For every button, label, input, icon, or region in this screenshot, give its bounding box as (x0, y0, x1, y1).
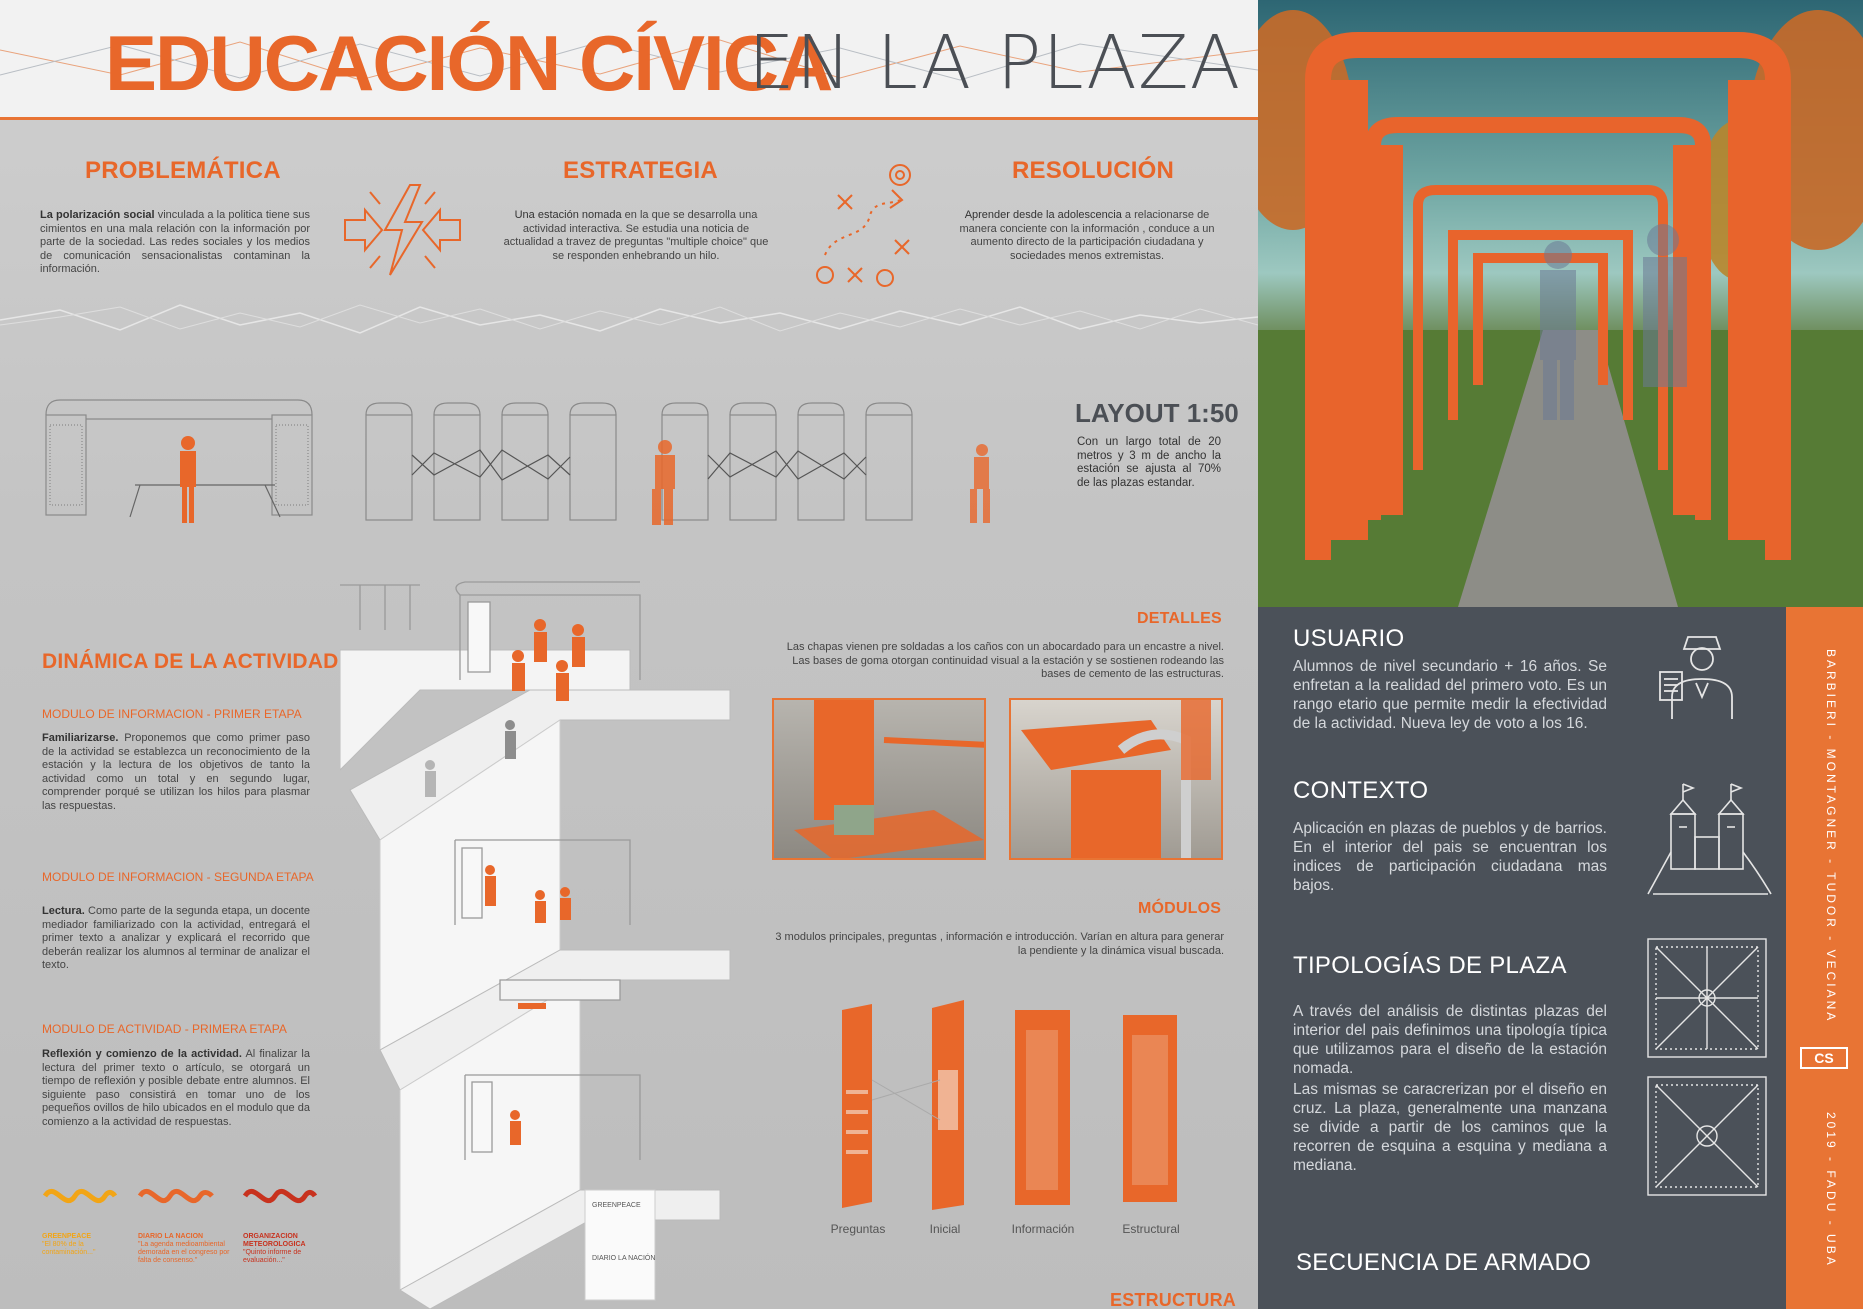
module-1-subtitle: MODULO DE INFORMACION - PRIMER ETAPA (42, 707, 302, 721)
dinamica-heading: DINÁMICA DE LA ACTIVIDAD (42, 650, 339, 673)
modulos-heading: MÓDULOS (1138, 900, 1222, 917)
thread-knots (40, 1178, 320, 1214)
tipologias-text-1: A través del análisis de distintas plazas del interior del pais definimos una tipología típica que utilizamos para el diseño de la estación nomada. (1293, 1003, 1607, 1077)
lightning-conflict-icon (340, 180, 465, 280)
secuencia-heading: SECUENCIA DE ARMADO (1296, 1249, 1592, 1276)
estrategia-text (500, 209, 772, 263)
module-1-lead: Familiarizarse. (42, 732, 119, 744)
thread-2-title: DIARIO LA NACION (138, 1233, 204, 1240)
decorative-wave-lines (0, 295, 1258, 345)
render-photo-tunnel (1258, 0, 1863, 607)
usuario-heading: USUARIO (1293, 625, 1405, 652)
estructura-heading: ESTRUCTURA (1110, 1290, 1236, 1309)
problematica-body: vinculada a la politica tiene sus cimientos en una mala relación con la información por parte de la sociedad. Las redes sociales y los medios de comunicación sensacionalistas contaminan la información. (40, 209, 310, 275)
module-3-subtitle: MODULO DE ACTIVIDAD - PRIMERA ETAPA (42, 1022, 287, 1036)
module-label-inicial: Inicial (929, 1222, 961, 1236)
contexto-heading: CONTEXTO (1293, 777, 1429, 804)
estrategia-heading: ESTRATEGIA (563, 157, 718, 184)
module-label-preguntas: Preguntas (830, 1222, 886, 1236)
module-label-estructural: Estructural (1122, 1222, 1180, 1236)
detalles-heading: DETALLES (1137, 610, 1222, 627)
module-label-informacion: Información (1011, 1222, 1075, 1236)
module-3-body: Al finalizar la lectura del primer texto o artículo, se otorgará un tiempo de reflexión y posible debate entre alumnos. El siguiente paso consistirá en tomar uno de los pequeños ovillos de hilo ubicados en el modulo que da comienzo a la actividad de respuestas. (42, 1048, 310, 1128)
info-side-panel (1258, 607, 1786, 1309)
modules-drawing (820, 990, 1200, 1220)
detail-image-2 (1009, 698, 1223, 860)
page-title-bold: EDUCACIÓN CÍVICA (105, 19, 832, 107)
svg-text:DIARIO LA NACIÓN: DIARIO LA NACIÓN (592, 1255, 656, 1262)
estrategia-lead: Una estación nomada (514, 209, 622, 221)
layout-heading: LAYOUT 1:50 (1075, 398, 1239, 428)
tipologias-text-2: Las mismas se caracrerizan por el diseño en cruz. La plaza, generalmente una manzana se divide a partir de los caminos que la recorren de esquina a esquina y mediana a mediana. (1293, 1081, 1607, 1174)
thread-1-title: GREENPEACE (42, 1233, 92, 1240)
playground-castle-icon (1643, 782, 1775, 897)
module-3-lead: Reflexión y comienzo de la actividad. (42, 1048, 242, 1060)
resolucion-text (955, 209, 1219, 263)
detalles-text: Las chapas vienen pre soldadas a los caños con un abocardado para un encastre a nivel. Las bases de goma otorgan continuidad visual a la estación y se sostienen rodeando las bases de cemento de las estructuras. (786, 641, 1224, 680)
thread-caption-2 (138, 1233, 233, 1265)
svg-text:GREENPEACE: GREENPEACE (592, 1202, 641, 1209)
authors-credits: BARBIERI - MONTAGNER - TUDOR - VECIANA (1824, 648, 1838, 1024)
thread-caption-3 (243, 1233, 313, 1265)
student-user-icon (1658, 627, 1746, 722)
contexto-text: Aplicación en plazas de pueblos y de barrios. En el interior del pais se encuentran los indices de participación ciudadana mas bajos. (1293, 820, 1607, 894)
resolucion-heading: RESOLUCIÓN (1012, 157, 1175, 184)
problematica-text (40, 209, 310, 277)
cs-logo: CS (1800, 1047, 1848, 1069)
detail-image-1 (772, 698, 986, 860)
plaza-typology-plan-1 (1646, 937, 1768, 1059)
module-2-text (42, 905, 310, 973)
thread-caption-1 (42, 1233, 137, 1257)
resolucion-body: a relacionarse de manera conciente con la información , conduce a un aumento directo de la participación ciudadana y sociedades menos extremistas. (959, 209, 1215, 262)
module-2-body: Como parte de la segunda etapa, un docente mediador familiarizado con la actividad, entregará el primer texto a analizar y explicará el recorrido que deberán realizar los alumnos al terminar de analizar el texto. (42, 905, 310, 971)
title-band (0, 0, 1258, 120)
page-title-light: EN LA PLAZA (748, 20, 1242, 106)
usuario-text: Alumnos de nivel secundario + 16 años. Se enfretan a la realidad del primero voto. Es un rango etario que permite medir la efectividad de la actividad. Nueva ley de voto a los 16. (1293, 658, 1607, 732)
layout-text: Con un largo total de 20 metros y 3 m de ancho la estación se ajusta al 70% de las plazas estandar. (1077, 436, 1221, 489)
module-1-text (42, 732, 310, 813)
module-3-text (42, 1048, 310, 1129)
thread-3-title: ORGANIZACION METEOROLOGICA (243, 1233, 306, 1248)
estrategia-body: en la que se desarrolla una actividad interactiva. Se estudia una noticia de actualidad a travez de preguntas "multiple choice" que se responden enhebrando un hilo. (503, 209, 769, 262)
tipologias-heading: TIPOLOGÍAS DE PLAZA (1293, 952, 1567, 979)
strategy-play-icon (810, 160, 930, 295)
thread-2-text: "La agenda medioambiental demorada en el congreso por falta de consenso." (138, 1241, 230, 1264)
module-2-subtitle: MODULO DE INFORMACION - SEGUNDA ETAPA (42, 870, 314, 884)
resolucion-lead: Aprender desde la adolescencia (964, 209, 1122, 221)
layout-elevation-drawing (40, 395, 1050, 535)
thread-1-text: "El 80% de la contaminación..." (42, 1241, 96, 1256)
year-credits: 2019 - FADU - UBA (1824, 1111, 1838, 1268)
problematica-lead: La polarización social (40, 209, 155, 221)
plaza-typology-plan-2 (1646, 1075, 1768, 1197)
thread-3-text: "Quinto informe de evaluación..." (243, 1249, 302, 1264)
modulos-text: 3 modulos principales, preguntas , información e introducción. Varían en altura para generar la pendiente y la dinámica visual buscada. (775, 931, 1224, 957)
problematica-heading: PROBLEMÁTICA (85, 157, 281, 184)
module-1-body: Proponemos que como primer paso de la actividad se establezca un reconocimiento de la estación y la lectura de los objetivos de tanto la actividad como un total y en segundo lugar, comprender porqué se utilizan los hilos para plasmar las respuestas. (42, 732, 310, 812)
zigzag-isometric-illustration (340, 570, 760, 1309)
module-2-lead: Lectura. (42, 905, 85, 917)
